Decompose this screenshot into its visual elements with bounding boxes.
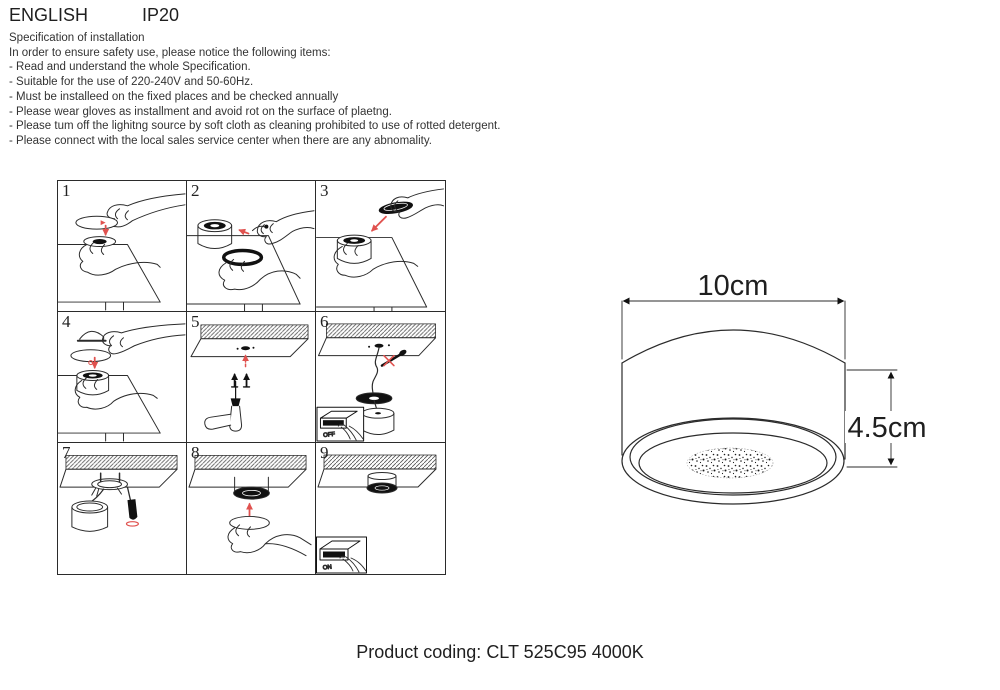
ip-rating-label: IP20 (142, 5, 180, 25)
installed-lamp-power-on-icon (316, 443, 445, 574)
step-cell-8 (187, 443, 316, 574)
step-number: 7 (62, 443, 71, 462)
attaching-ring-to-lamp-body-icon (187, 181, 315, 311)
led-speckle-lens (687, 448, 773, 478)
step-cell-4 (58, 312, 187, 443)
step-number: 2 (191, 181, 200, 200)
width-dimension-label: 10cm (697, 270, 769, 302)
spec-item: - Please connect with the local sales service center when there are any abnomality. (9, 134, 432, 147)
step-number: 9 (320, 443, 329, 462)
step-cell-6 (316, 312, 445, 443)
specification-text (9, 31, 500, 149)
pushing-lamp-onto-bracket-icon (187, 443, 315, 574)
assembling-lamp-top-icon (58, 312, 186, 442)
power-on-switch-inset (317, 537, 367, 573)
spec-intro: In order to ensure safety use, please notice the following items: (9, 46, 331, 59)
language-label: ENGLISH (9, 5, 89, 25)
ceiling-lamp-drawing (595, 255, 955, 515)
product-coding: Product coding: CLT 525C95 4000K (356, 642, 644, 662)
connecting-wires-power-off-icon (316, 312, 445, 442)
drilling-ceiling-screws-icon (187, 312, 315, 442)
step-number: 1 (62, 181, 71, 200)
switch-on-label: ON (322, 564, 333, 572)
spec-title: Specification of installation (9, 32, 145, 44)
power-off-switch-inset (317, 407, 364, 441)
switch-off-label: OFF (323, 431, 336, 440)
step-cell-7 (58, 443, 187, 574)
step-cell-1 (58, 181, 187, 312)
step-number: 3 (320, 181, 329, 200)
step-number: 4 (62, 312, 71, 331)
screwing-bracket-to-ceiling-icon (58, 443, 186, 574)
spec-item: - Please tum off the lighitng source by soft cloth as cleaning prohibited to use of rotted detergent. (9, 120, 501, 133)
spec-item: - Please wear gloves as installment and avoid rot on the surface of plaetng. (9, 105, 392, 118)
installation-steps-grid (57, 180, 446, 575)
step-number: 8 (191, 443, 200, 462)
height-dimension-label: 4.5cm (847, 412, 927, 444)
step-number: 6 (320, 312, 329, 331)
step-cell-3 (316, 181, 445, 312)
spec-item: - Must be installeed on the fixed places and be checked annually (9, 90, 339, 103)
hand-placing-trim-ring-on-lamp-icon (58, 181, 186, 311)
step-cell-5 (187, 312, 316, 443)
step-cell-9 (316, 443, 445, 574)
spec-item: - Read and understand the whole Specification. (9, 61, 251, 74)
step-number: 5 (191, 312, 200, 331)
step-cell-2 (187, 181, 316, 312)
spec-item: - Suitable for the use of 220-240V and 50-60Hz. (9, 76, 254, 89)
product-dimension-diagram (595, 255, 955, 520)
hand-placing-cover-disc-icon (316, 181, 445, 311)
